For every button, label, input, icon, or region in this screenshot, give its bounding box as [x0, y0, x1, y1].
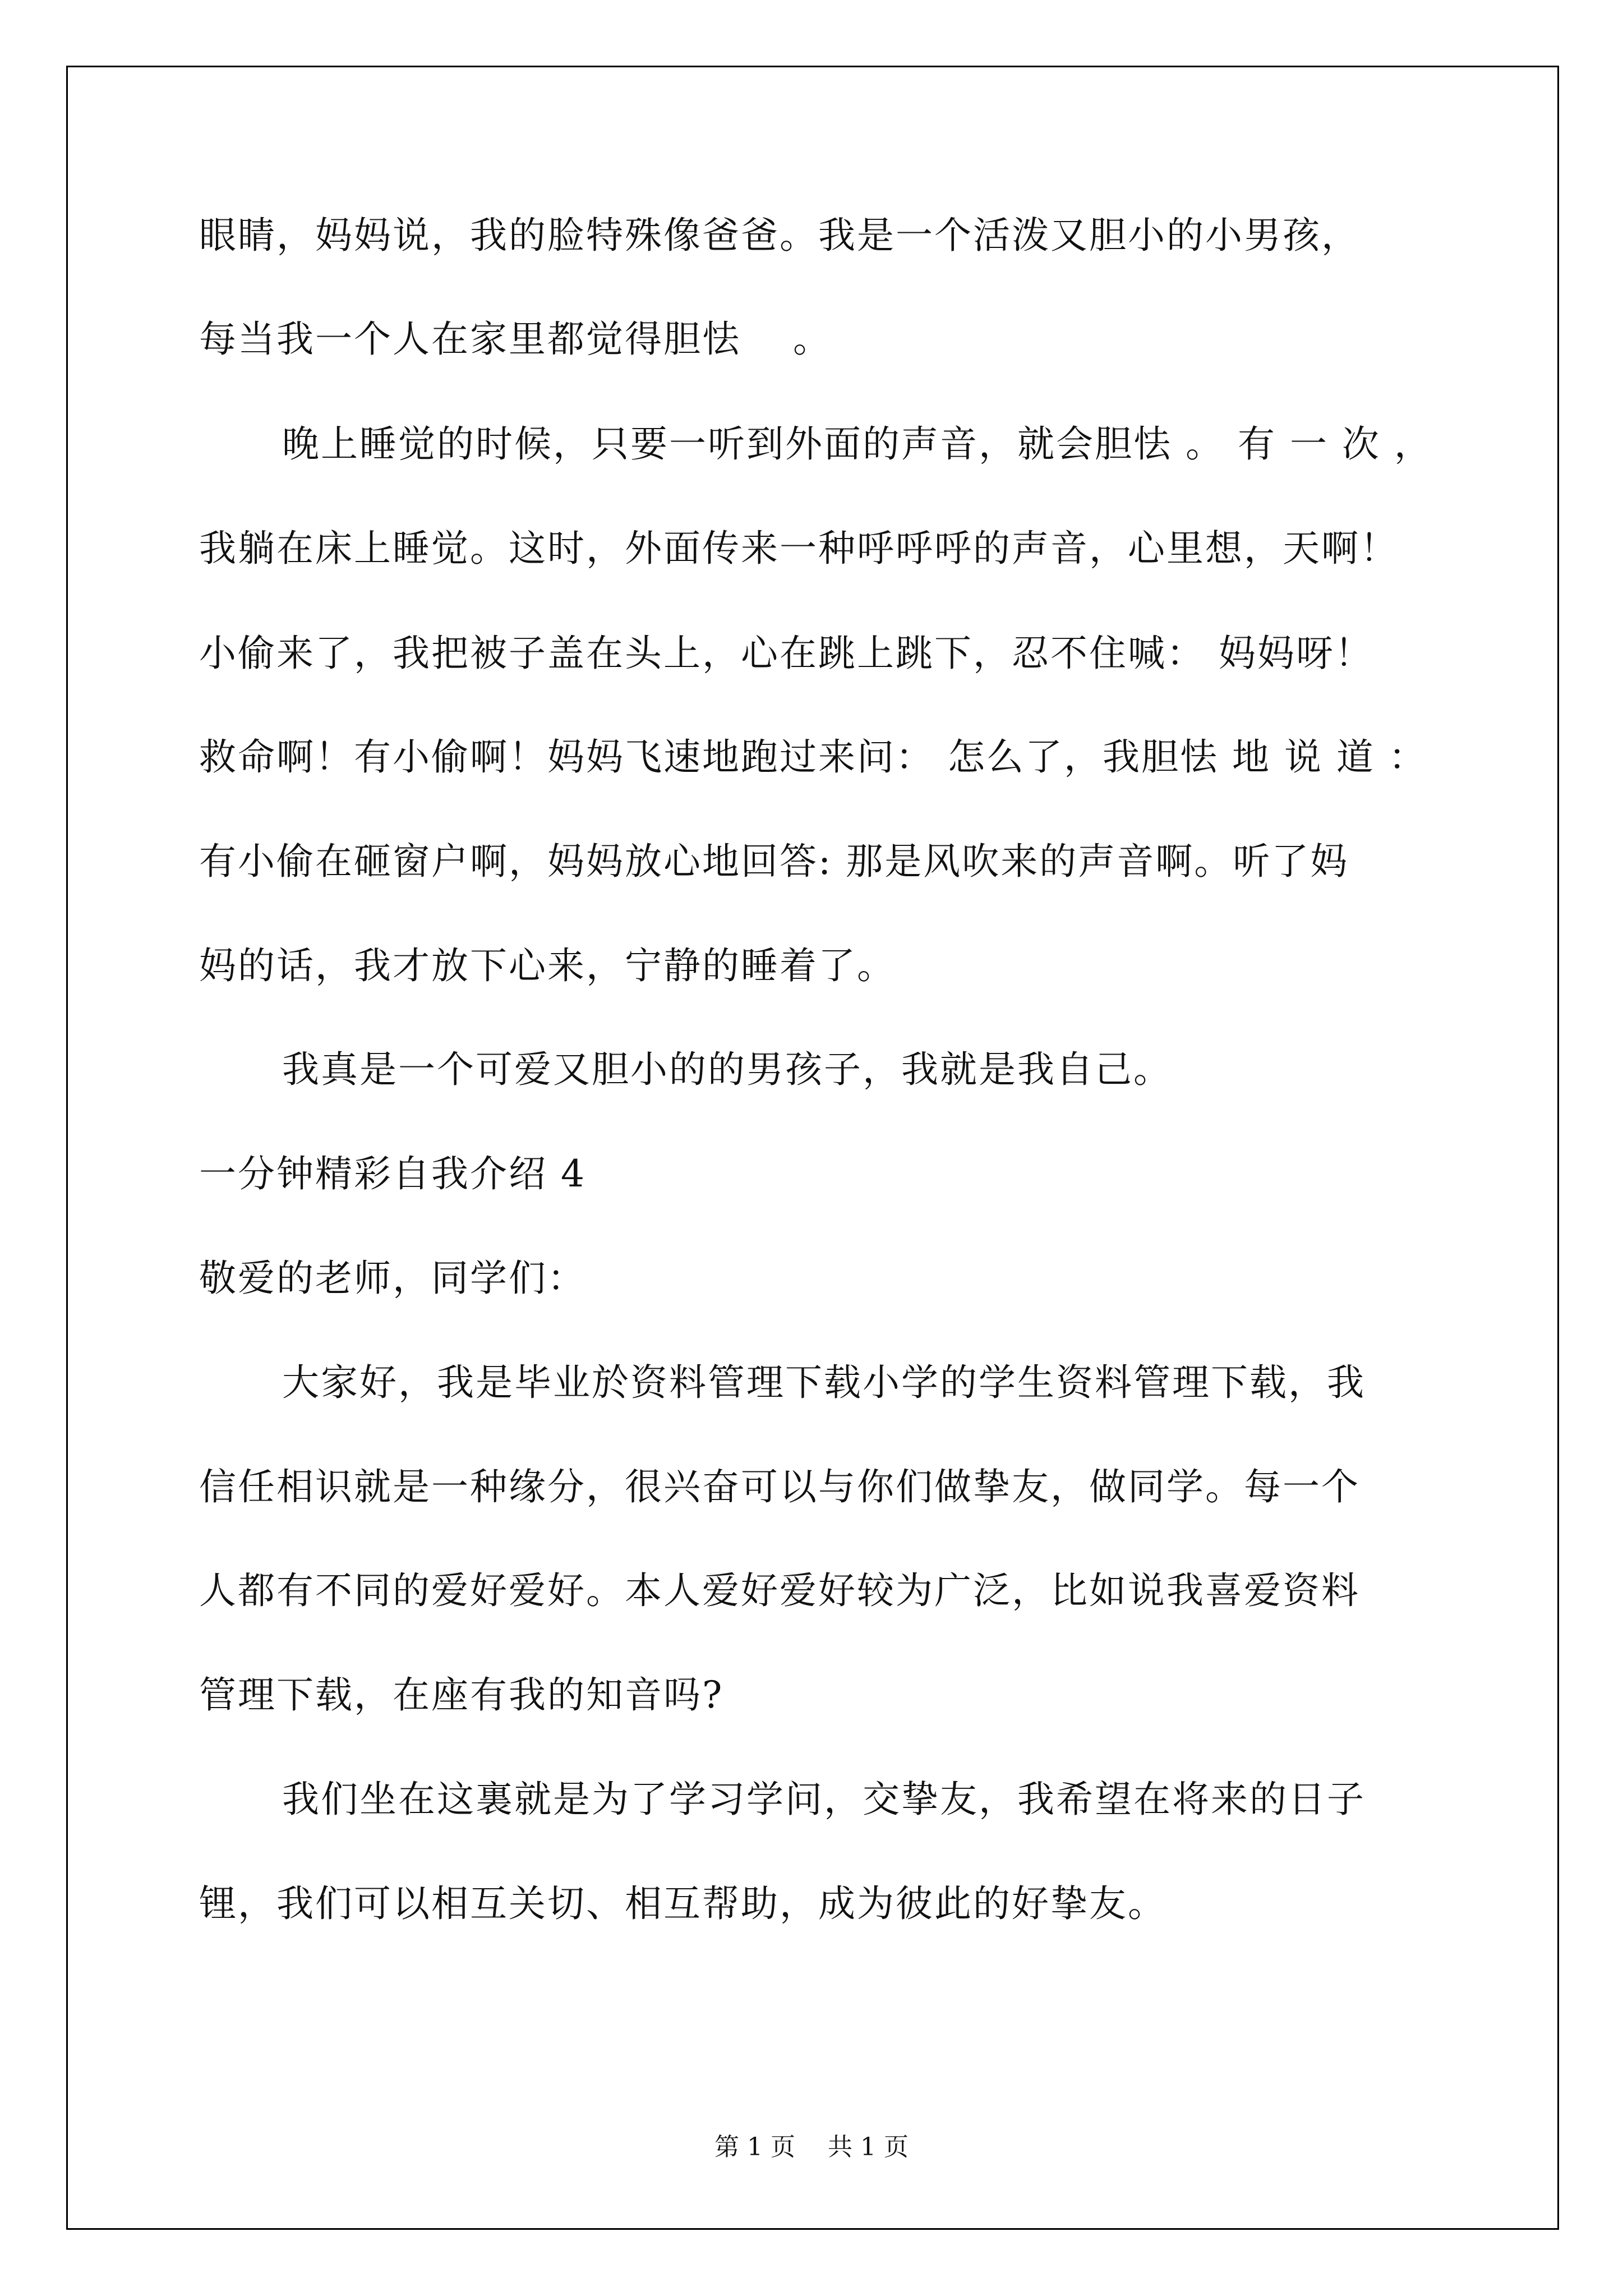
text-line: 小偷来了，我把被子盖在头上，心在跳上跳下，忍不住喊： 妈妈呀！: [199, 632, 1373, 675]
text-line: 有小偷在砸窗户啊，妈妈放心地回答: 那是风吹来的声音啊。听了妈: [199, 840, 1349, 883]
text-line: 信任相识就是一种缘分，很兴奋可以与你们做挚友，做同学。每一个: [199, 1465, 1360, 1508]
salutation: 敬爱的老师，同学们：: [199, 1257, 586, 1300]
text-line: 锂，我们可以相互关切、相互帮助，成为彼此的好挚友。: [199, 1882, 1166, 1925]
page-number-footer: 第 1 页 共 1 页: [714, 2133, 909, 2161]
text-line: 人都有不同的爱好爱好。本人爱好爱好较为广泛，比如说我喜爱资料: [199, 1569, 1360, 1612]
text-line: 我们坐在这裏就是为了学习学问，交挚友，我希望在将来的日子: [282, 1778, 1366, 1821]
text-line: 每当我一个人在家里都觉得胆怯 。: [199, 318, 832, 361]
text-line: 妈的话，我才放下心来，宁静的睡着了。: [199, 944, 896, 987]
text-line: 我真是一个可爱又胆小的的男孩子，我就是我自己。: [282, 1048, 1172, 1091]
text-line: 我躺在床上睡觉。这时，外面传来一种呼呼呼的声音，心里想，天啊！: [199, 527, 1399, 570]
text-line: 晚上睡觉的时候，只要一听到外面的声音，就会胆怯 。 有 一 次 ，: [282, 422, 1433, 466]
text-line: 大家好，我是毕业於资料管理下载小学的学生资料管理下载，我: [282, 1361, 1366, 1404]
section-heading: 一分钟精彩自我介绍 4: [199, 1152, 586, 1195]
text-line: 眼睛，妈妈说，我的脸特殊像爸爸。我是一个活泼又胆小的小男孩，: [199, 214, 1360, 257]
text-line: 救命啊！有小偷啊！妈妈飞速地跑过来问： 怎么了，我胆怯 地 说 道 ：: [199, 735, 1427, 779]
text-line: 管理下载，在座有我的知音吗?: [199, 1673, 724, 1717]
